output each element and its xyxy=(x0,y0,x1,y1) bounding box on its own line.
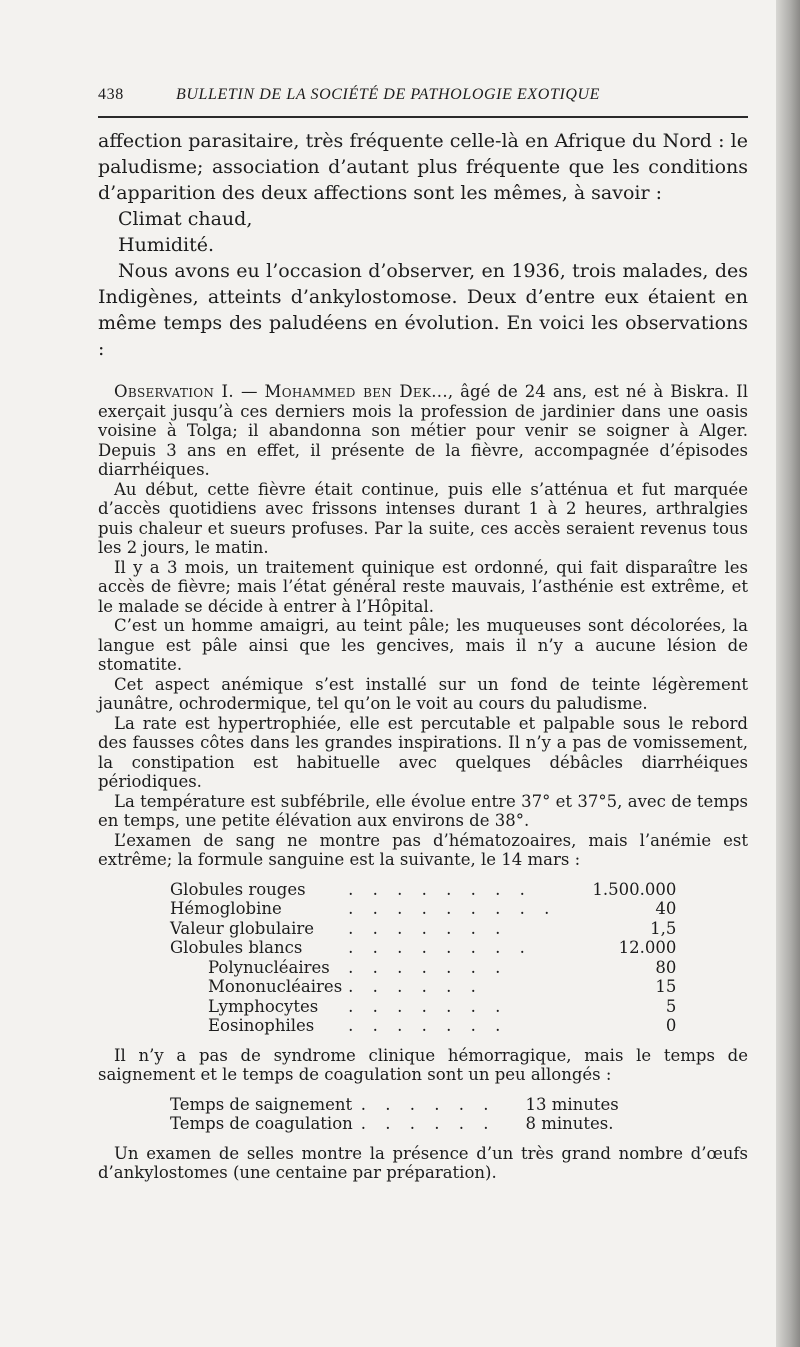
table-row: Globules blancs . . . . . . . . 12.000 xyxy=(170,938,677,957)
observation-paragraph: Il y a 3 mois, un traitement quinique est ordonné, qui fait disparaître les accès de fièvre; mais l’état général reste mauvais, l’asthénie est extrême, et le malade se décide à entrer à l’Hôpital. xyxy=(98,557,748,616)
observation-dash: — xyxy=(233,382,265,401)
intro-paragraph: affection parasitaire, très fréquente celle-là en Afrique du Nord : le paludisme; association d’autant plus fréquente que les conditions d’apparition des deux affections sont les mêmes, à savoir : xyxy=(98,130,748,204)
intro-paragraph-2: Nous avons eu l’occasion d’observer, en 1936, trois malades, des Indigènes, atteints d’ankylostomose. Deux d’entre eux étaient en même temps des paludéens en évolution. En voici les observations : xyxy=(98,260,748,360)
patient-name: Mohammed ben Dek... xyxy=(264,382,448,401)
header-rule xyxy=(98,116,748,118)
table-row: Valeur globulaire . . . . . . . 1,5 xyxy=(170,918,677,938)
observation-paragraph: La rate est hypertrophiée, elle est percutable et palpable sous le rebord des fausses côtes dans les grandes inspirations. Il n’y a pas de vomissement, la constipation est habituelle avec quelques débâcles diarrhéiques périodiques. xyxy=(98,713,748,791)
intro-climat: Climat chaud, xyxy=(118,208,253,230)
table-row: Lymphocytes . . . . . . . 5 xyxy=(208,996,677,1016)
table-row: Mononucléaires . . . . . . 15 xyxy=(208,977,677,996)
observation-head-text: , âgé de 24 ans, est né à Biskra. Il exerçait jusqu’à ces derniers mois la profession de jardinier dans une oasis voisine à Tolga; il abandonna son métier pour venir se soigner à Alger. Depuis 3 ans en effet, il présente de la fièvre, accompagnée d’épisodes diarrhéiques. xyxy=(98,382,748,479)
body-text xyxy=(98,128,748,1183)
stool-paragraph: Un examen de selles montre la présence d’un très grand nombre d’œufs d’ankylostomes (une centaine par préparation). xyxy=(98,1143,748,1182)
observation-paragraph: La température est subfébrile, elle évolue entre 37° et 37°5, avec de temps en temps, une petite élévation aux environs de 38°. xyxy=(98,791,748,830)
observation-label: Observation I. xyxy=(114,382,234,401)
intro-humidite: Humidité. xyxy=(118,234,215,256)
running-head-title: BULLETIN DE LA SOCIÉTÉ DE PATHOLOGIE EXOTIQUE xyxy=(176,86,601,103)
table-row: Temps de coagulation . . . . . . 8 minutes. xyxy=(170,1114,614,1133)
hemorrhage-paragraph: Il n’y a pas de syndrome clinique hémorragique, mais le temps de saignement et le temps de coagulation sont un peu allongés : xyxy=(98,1045,748,1084)
table-row: Globules rouges . . . . . . . . 1.500.000 xyxy=(170,879,677,899)
observation-paragraph: C’est un homme amaigri, au teint pâle; les muqueuses sont décolorées, la langue est pâle ainsi que les gencives, mais il n’y a aucune lésion de stomatite. xyxy=(98,616,748,674)
observation-paragraph: L’examen de sang ne montre pas d’hématozoaires, mais l’anémie est extrême; la formule sanguine est la suivante, le 14 mars : xyxy=(98,830,748,869)
page-number: 438 xyxy=(98,86,124,103)
blood-formula-table xyxy=(170,880,680,1036)
coagulation-table xyxy=(170,1095,619,1134)
table-row: Hémoglobine . . . . . . . . . 40 xyxy=(170,899,677,918)
table-row: Polynucléaires . . . . . . . 80 xyxy=(208,957,677,977)
table-row: Temps de saignement . . . . . . 13 minutes xyxy=(170,1094,619,1114)
observation-paragraph: Cet aspect anémique s’est installé sur un fond de teinte légèrement jaunâtre, ochrodermique, tel qu’on le voit au cours du paludisme. xyxy=(98,674,748,713)
page-edge-shadow xyxy=(776,0,800,1347)
table-row: Eosinophiles . . . . . . . 0 xyxy=(208,1016,677,1035)
observation-paragraph: Au début, cette fièvre était continue, puis elle s’atténua et fut marquée d’accès quotidiens avec frissons intenses durant 1 à 2 heures, arthralgies puis chaleur et sueurs profuses. Par la suite, ces accès seraient revenus tous les 2 jours, le matin. xyxy=(98,479,748,557)
observation-heading xyxy=(98,382,748,480)
